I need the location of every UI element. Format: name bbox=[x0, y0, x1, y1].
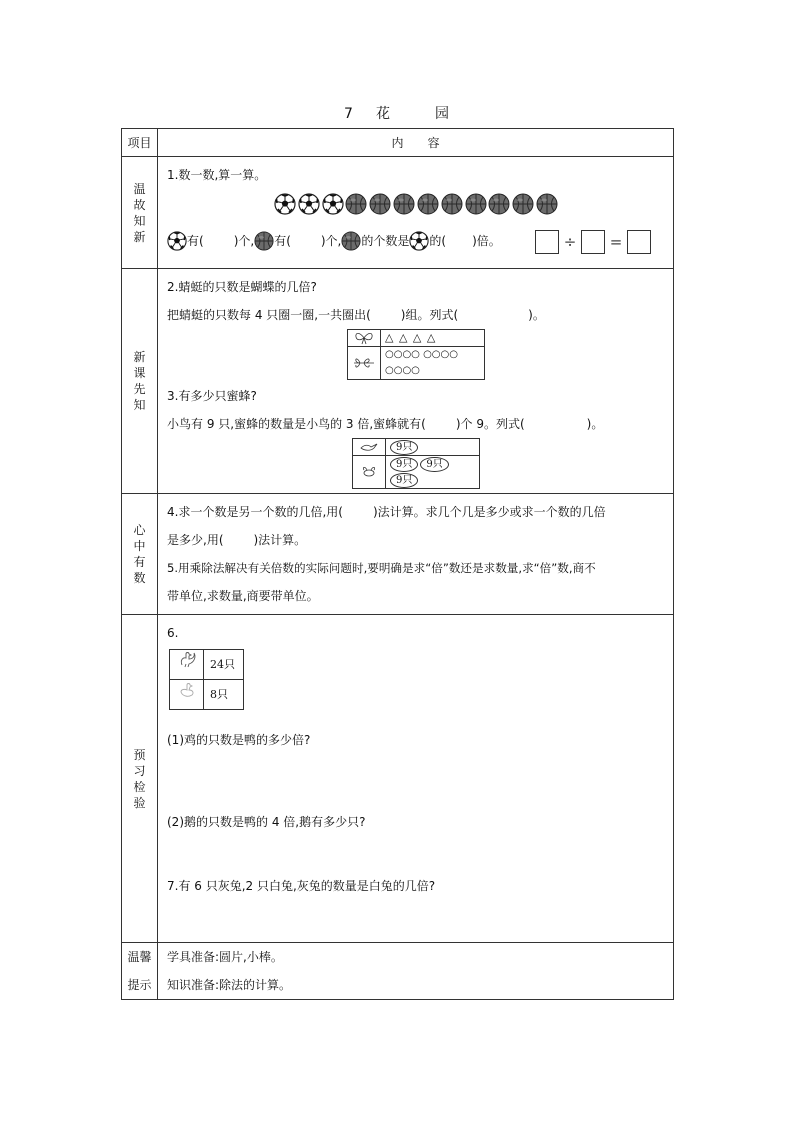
soccer-ball-icon bbox=[167, 231, 187, 251]
basketball-icon bbox=[488, 193, 510, 215]
ball-row bbox=[167, 189, 665, 223]
question-7: 7.有 6 只灰兔,2 只白兔,灰兔的数量是白兔的几倍? bbox=[167, 879, 436, 893]
basketball-icon bbox=[465, 193, 487, 215]
bird-count-oval: 9只 bbox=[390, 440, 418, 455]
rooster-duck-table bbox=[169, 649, 244, 710]
butterfly-triangles: △ △ △ △ bbox=[381, 330, 485, 347]
point-4-line-2: 是多少,用( )法计算。 bbox=[167, 533, 307, 547]
answer-area-6-2[interactable] bbox=[167, 836, 665, 872]
soccer-ball-icon bbox=[409, 231, 429, 251]
soccer-ball-icon bbox=[274, 193, 296, 215]
basketball-icon bbox=[345, 193, 367, 215]
question-1-fill: 有( )个, 有( )个, 的个数是 的( )倍。 ÷ = bbox=[167, 223, 665, 259]
page-title bbox=[0, 103, 794, 123]
section-label-review: 温故知新 bbox=[122, 157, 158, 269]
section-label-tips: 温馨 提示 bbox=[122, 943, 158, 1000]
rooster-icon bbox=[177, 650, 197, 668]
lesson-table bbox=[121, 128, 674, 1000]
title-number: 7 bbox=[344, 106, 354, 122]
header-col-content: 内 容 bbox=[158, 129, 674, 157]
answer-box[interactable] bbox=[581, 230, 605, 254]
question-3: 3.有多少只蜜蜂? bbox=[167, 389, 257, 403]
bee-count-oval: 9只 bbox=[390, 457, 418, 472]
bee-count-oval: 9只 bbox=[420, 457, 448, 472]
basketball-icon bbox=[369, 193, 391, 215]
basketball-icon bbox=[341, 231, 361, 251]
section-tips-content bbox=[158, 943, 674, 1000]
equals-sign: = bbox=[609, 232, 623, 251]
bee-count-oval: 9只 bbox=[390, 473, 418, 488]
section-knowledge-content bbox=[158, 494, 674, 615]
question-6-1: (1)鸡的只数是鸭的多少倍? bbox=[167, 733, 311, 747]
duck-icon bbox=[177, 680, 197, 698]
basketball-icon bbox=[441, 193, 463, 215]
basketball-icon bbox=[512, 193, 534, 215]
bird-icon bbox=[357, 440, 381, 454]
soccer-ball-icon bbox=[322, 193, 344, 215]
answer-box[interactable] bbox=[535, 230, 559, 254]
point-5-line-2: 带单位,求数量,商要带单位。 bbox=[167, 589, 319, 603]
section-check-content bbox=[158, 615, 674, 943]
question-6: 6. bbox=[167, 626, 179, 640]
soccer-ball-icon bbox=[298, 193, 320, 215]
dragonfly-circles: ○○○○ ○○○○ ○○○○ bbox=[381, 347, 485, 380]
dragonfly-icon bbox=[352, 356, 376, 370]
question-2-fill: 把蜻蜓的只数每 4 只圈一圈,一共圈出( )组。列式( )。 bbox=[167, 308, 545, 322]
point-4-line-1: 4.求一个数是另一个数的几倍,用( )法计算。求几个几是多少或求一个数的几倍 bbox=[167, 505, 606, 519]
tip-tools: 学具准备:圆片,小棒。 bbox=[167, 950, 283, 964]
basketball-icon bbox=[536, 193, 558, 215]
question-6-2: (2)鹅的只数是鸭的 4 倍,鹅有多少只? bbox=[167, 815, 366, 829]
title-char-2: 园 bbox=[434, 106, 450, 122]
section-preview-content bbox=[158, 269, 674, 494]
answer-area-6-1[interactable] bbox=[167, 754, 665, 808]
bee-icon bbox=[357, 465, 381, 479]
butterfly-dragonfly-diagram bbox=[347, 329, 485, 380]
point-5-line-1: 5.用乘除法解决有关倍数的实际问题时,要明确是求“倍”数还是求数量,求“倍”数,商不 bbox=[167, 561, 596, 575]
duck-count: 8只 bbox=[204, 680, 244, 710]
header-col-item: 项目 bbox=[122, 129, 158, 157]
section-label-preview: 新课先知 bbox=[122, 269, 158, 494]
basketball-icon bbox=[254, 231, 274, 251]
question-1: 1.数一数,算一算。 bbox=[167, 168, 267, 182]
bird-bee-diagram bbox=[352, 438, 480, 489]
section-label-knowledge: 心中有数 bbox=[122, 494, 158, 615]
basketball-icon bbox=[417, 193, 439, 215]
title-char-1: 花 bbox=[375, 106, 391, 122]
division-equation bbox=[535, 223, 651, 260]
rooster-count: 24只 bbox=[204, 650, 244, 680]
question-2: 2.蜻蜓的只数是蝴蝶的几倍? bbox=[167, 280, 317, 294]
tip-knowledge: 知识准备:除法的计算。 bbox=[167, 978, 292, 992]
divide-sign: ÷ bbox=[563, 232, 577, 251]
section-review-content bbox=[158, 157, 674, 269]
question-3-fill: 小鸟有 9 只,蜜蜂的数量是小鸟的 3 倍,蜜蜂就有( )个 9。列式( )。 bbox=[167, 417, 604, 431]
basketball-icon bbox=[393, 193, 415, 215]
section-label-check: 预习检验 bbox=[122, 615, 158, 943]
butterfly-icon bbox=[352, 331, 376, 345]
answer-box[interactable] bbox=[627, 230, 651, 254]
